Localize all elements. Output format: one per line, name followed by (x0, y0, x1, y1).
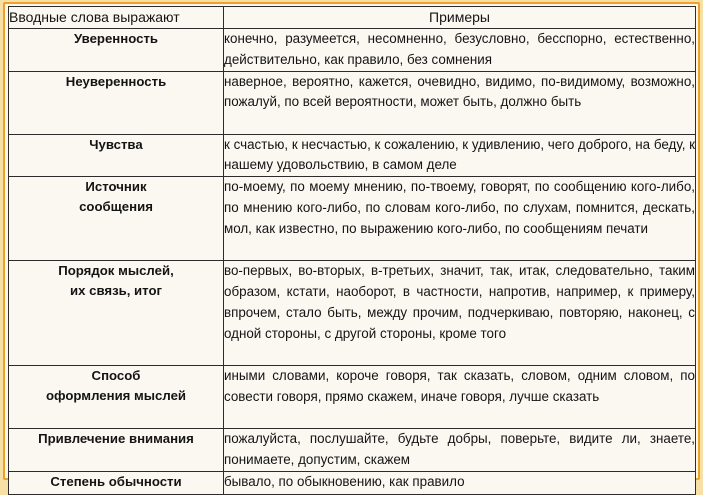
examples-attention: пожалуйста, послушайте, будьте добры, поверьте, видите ли, знаете, понимаете, допустим, скажем (224, 429, 696, 472)
category-feelings (9, 134, 224, 177)
category-order (9, 261, 224, 366)
category-source (9, 177, 224, 261)
category-label: Неуверенность (65, 73, 167, 89)
examples-formulation: иными словами, короче говоря, так сказать, словом, одним словом, по совести говоря, прямо скажем, иначе говоря, лучше сказать (224, 366, 696, 429)
table-row-uncertainty (9, 71, 696, 134)
table-row-habituality (9, 471, 696, 494)
table-row-feelings (9, 134, 696, 177)
category-uncertainty (9, 71, 224, 134)
category-label: Чувства (89, 136, 143, 152)
table-row-order (9, 261, 696, 366)
category-attention (9, 429, 224, 472)
category-label: Привлечение внимания (38, 431, 194, 447)
examples-habituality: бывало, по обыкновению, как правило (224, 471, 696, 494)
header-examples: Примеры (224, 7, 696, 29)
category-label-line2: оформления мыслей (45, 388, 187, 404)
examples-feelings: к счастью, к несчастью, к сожалению, к удивлению, чего доброго, на беду, к нашему удовольствию, в самом деле (224, 134, 696, 177)
category-label-line1: Способ (91, 368, 141, 384)
category-label: Уверенность (73, 31, 159, 46)
examples-uncertainty: наверное, вероятно, кажется, очевидно, видимо, по-видимому, возможно, пожалуй, по всей вероятности, может быть, должно быть (224, 71, 696, 134)
category-label: Степень обычности (50, 473, 182, 489)
category-label-line1: Источник (85, 179, 147, 195)
examples-certainty: конечно, разумеется, несомненно, безусловно, бесспорно, естественно, действительно, как правило, без сомнения (224, 29, 696, 72)
table-row-certainty (9, 29, 696, 72)
category-formulation (9, 366, 224, 429)
table-row-attention (9, 429, 696, 472)
header-category: Вводные слова выражают (9, 7, 224, 29)
category-certainty (9, 29, 224, 72)
table-row-source (9, 177, 696, 261)
table-row-formulation (9, 366, 696, 429)
category-label-line2: их связь, итог (70, 283, 162, 299)
category-label-line2: сообщения (79, 199, 153, 215)
examples-order: во-первых, во-вторых, в-третьих, значит, так, итак, следовательно, таким образом, кстати, наоборот, в частности, напротив, например, к примеру, впрочем, стало быть, между прочим, подчеркиваю, повторяю, наконец, с одной стороны, с другой стороны, кроме того (224, 261, 696, 366)
table-header-row (9, 7, 696, 29)
introductory-words-table (8, 6, 696, 495)
category-habituality (9, 471, 224, 494)
examples-source: по-моему, по моему мнению, по-твоему, говорят, по сообщению кого-либо, по мнению кого-либо, по словам кого-либо, по слухам, помнится, дескать, мол, как известно, по выражению кого-либо, по сообщениям печати (224, 177, 696, 261)
category-label-line1: Порядок мыслей, (58, 263, 174, 279)
